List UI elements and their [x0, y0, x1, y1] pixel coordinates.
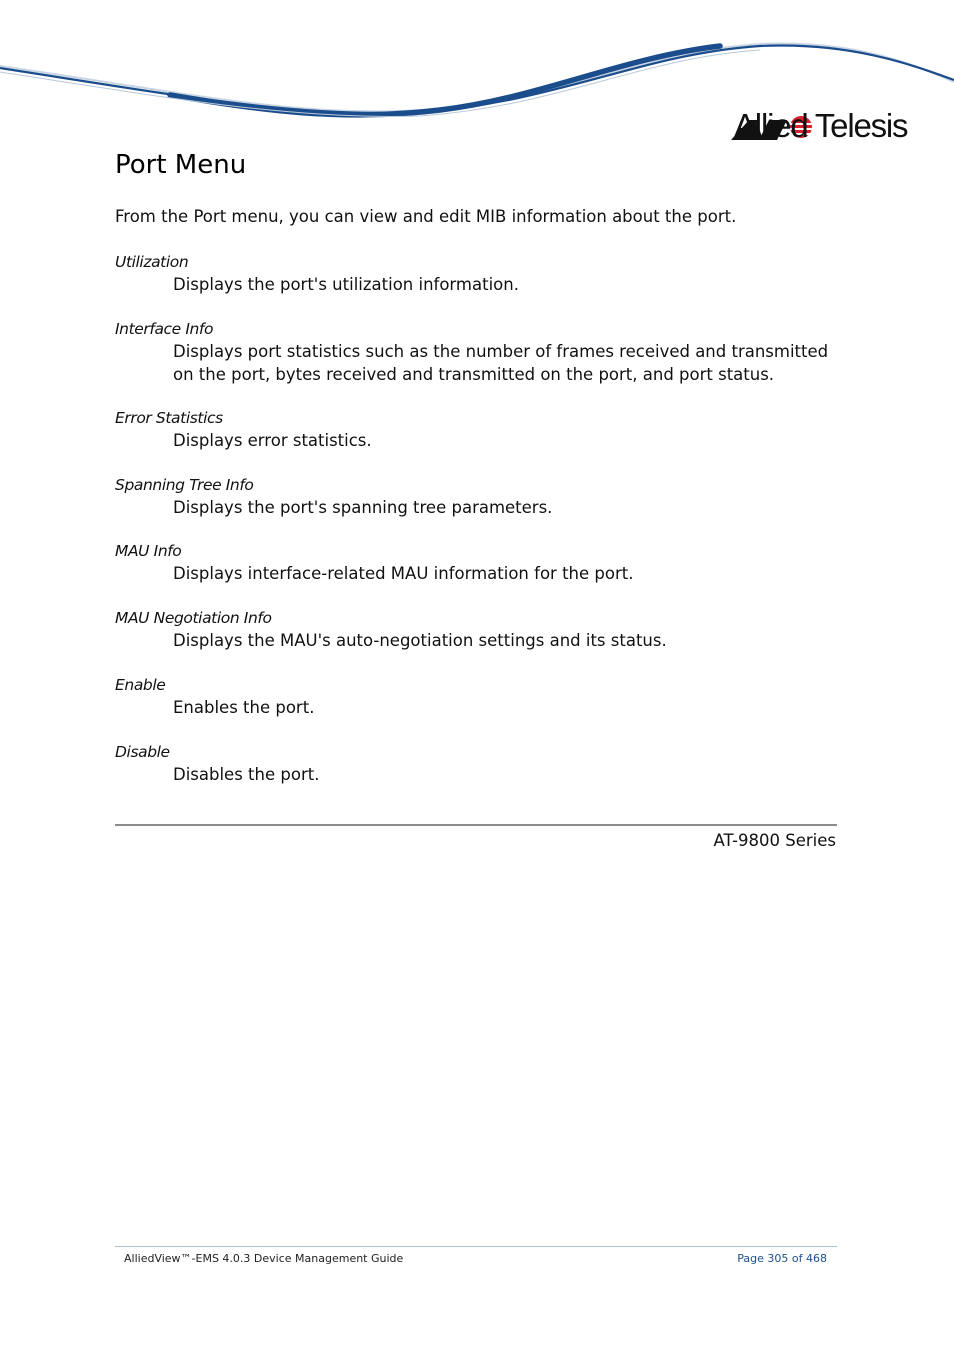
term-enable: Enable	[115, 676, 166, 694]
description-mau-info: Displays interface-related MAU information for the port.	[173, 564, 634, 583]
term-mau-negotiation-info: MAU Negotiation Info	[115, 609, 272, 627]
definition-mau-info	[115, 540, 835, 586]
intro-paragraph: From the Port menu, you can view and edit MIB information about the port.	[115, 207, 737, 226]
footer-divider	[115, 1246, 837, 1247]
definition-utilization	[115, 251, 835, 297]
term-error-statistics: Error Statistics	[115, 409, 223, 427]
definition-enable	[115, 674, 835, 720]
term-interface-info: Interface Info	[115, 320, 214, 338]
footer-guide-title: AlliedView™-EMS 4.0.3 Device Management Guide	[124, 1252, 404, 1265]
description-enable: Enables the port.	[173, 698, 315, 717]
section-divider	[115, 824, 837, 826]
description-interface-info: Displays port statistics such as the number of frames received and transmitted on the port, bytes received and transmitted on the port, and port status.	[173, 342, 829, 384]
term-spanning-tree-info: Spanning Tree Info	[115, 476, 254, 494]
term-disable: Disable	[115, 743, 170, 761]
description-mau-negotiation-info: Displays the MAU's auto-negotiation settings and its status.	[173, 631, 667, 650]
definition-interface-info	[115, 318, 835, 386]
definition-error-statistics	[115, 407, 835, 453]
definition-mau-negotiation-info	[115, 607, 835, 653]
description-spanning-tree-info: Displays the port's spanning tree parameters.	[173, 498, 553, 517]
term-utilization: Utilization	[115, 253, 189, 271]
product-series: AT-9800 Series	[713, 831, 836, 850]
term-mau-info: MAU Info	[115, 542, 182, 560]
footer-page-number: Page 305 of 468	[737, 1252, 827, 1265]
definition-disable	[115, 741, 835, 787]
description-disable: Disables the port.	[173, 765, 320, 784]
description-error-statistics: Displays error statistics.	[173, 431, 372, 450]
description-utilization: Displays the port's utilization information.	[173, 275, 519, 294]
page-title: Port Menu	[115, 150, 247, 180]
brand-name: Allied Telesis	[734, 107, 908, 144]
definition-spanning-tree-info	[115, 474, 835, 520]
